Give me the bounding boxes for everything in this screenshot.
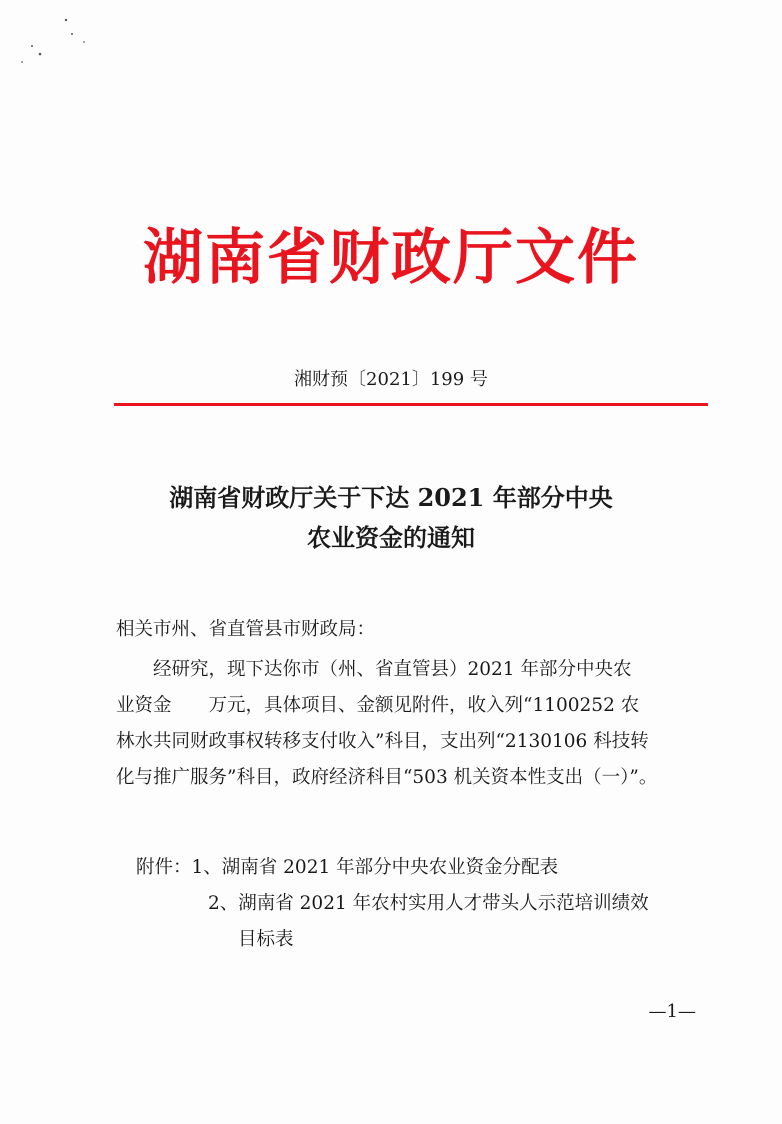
attachment-item-2-continued: 目标表 (238, 929, 294, 950)
document-header-title: 湖南省财政厅文件 (143, 223, 639, 293)
attachment-item-2: 2、湖南省 2021 年农村实用人才带头人示范培训绩效 (208, 893, 649, 914)
addressee: 相关市州、省直管县市财政局： (116, 619, 376, 640)
notice-title-line-2: 农业资金的通知 (307, 523, 475, 552)
attachments-list (136, 850, 716, 958)
body-line-1: 经研究，现下达你市（州、省直管县）2021 年部分中央农 (153, 659, 632, 680)
red-divider-line (114, 403, 708, 406)
body-line-3: 林水共同财政事权转移支付收入”科目，支出列“2130106 科技转 (116, 731, 649, 752)
document-number: 湘财预〔2021〕199 号 (294, 369, 488, 390)
page-number: —1— (648, 1001, 696, 1022)
body-paragraph (116, 652, 706, 796)
scan-specks (18, 16, 98, 76)
notice-title (0, 478, 782, 558)
body-line-4: 化与推广服务”科目，政府经济科目“503 机关资本性支出（一）”。 (116, 767, 658, 788)
attachment-item-1: 附件：1、湖南省 2021 年部分中央农业资金分配表 (136, 857, 559, 878)
body-line-2: 业资金 万元，具体项目、金额见附件，收入列“1100252 农 (116, 695, 640, 716)
notice-title-line-1: 湖南省财政厅关于下达 2021 年部分中央 (169, 483, 613, 512)
